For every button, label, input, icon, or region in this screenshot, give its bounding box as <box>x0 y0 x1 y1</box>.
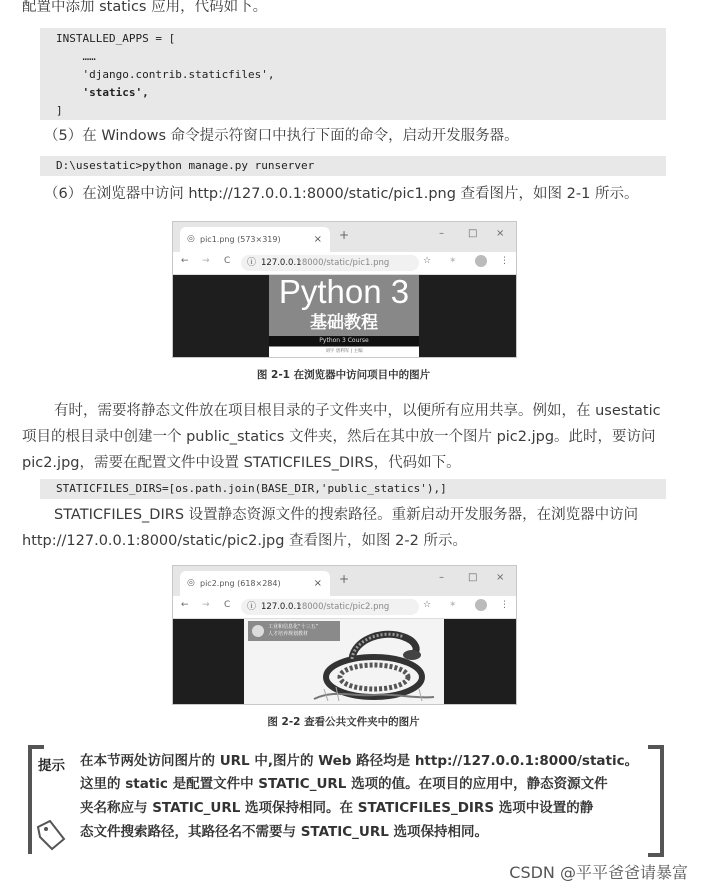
tag-icon <box>34 817 68 853</box>
menu-icon[interactable]: ⋮ <box>500 600 509 610</box>
code-line: INSTALLED_APPS = [ <box>56 32 176 45</box>
paragraph-line: 有时，需要将静态文件放在项目根目录的子文件夹中，以便所有应用共享。例如，在 usestatic <box>54 403 661 419</box>
tab-close-icon[interactable]: × <box>313 234 322 245</box>
forward-button[interactable]: → <box>202 600 210 610</box>
tip-line: 态文件搜索路径，其路径名不需要与 STATIC_URL 选项保持相同。 <box>80 824 489 840</box>
minimize-button[interactable]: – <box>439 572 444 583</box>
menu-icon[interactable]: ⋮ <box>500 256 509 266</box>
back-button[interactable]: ← <box>181 600 189 610</box>
star-icon[interactable]: ☆ <box>423 600 432 610</box>
browser-window-2 <box>172 565 517 705</box>
figure-caption-1: 图 2-1 在浏览器中访问项目中的图片 <box>256 369 431 381</box>
paragraph-line: STATICFILES_DIRS 设置静态资源文件的搜索路径。重新启动开发服务器，在浏览器中访问 <box>54 507 639 523</box>
code-line: …… <box>56 50 96 63</box>
tab-close-icon[interactable]: × <box>313 578 322 589</box>
minimize-button[interactable]: – <box>439 228 444 239</box>
book-subtitle: 基础教程 <box>310 313 378 333</box>
url-host: 127.0.0.1 <box>261 602 302 612</box>
bracket-right <box>648 745 664 857</box>
tip-label: 提示 <box>38 758 65 774</box>
url-field[interactable] <box>241 599 419 615</box>
step-6-text: （6）在浏览器中访问 http://127.0.0.1:8000/static/pic1.png 查看图片，如图 2-1 所示。 <box>44 186 639 202</box>
tip-line: 这里的 static 是配置文件中 STATIC_URL 选项的值。在项目的应用中，静态资源文件 <box>80 776 608 792</box>
code-block-installed-apps <box>40 28 666 120</box>
code-line: 'django.contrib.staticfiles', <box>56 68 275 81</box>
address-bar <box>173 596 516 619</box>
tip-line: 在本节两处访问图片的 URL 中,图片的 Web 路径均是 http://127.0.0.1:8000/static。 <box>80 753 639 769</box>
new-tab-button[interactable]: + <box>339 572 350 586</box>
paragraph-line: http://127.0.0.1:8000/static/pic2.jpg 查看图片，如图 2-2 所示。 <box>22 533 467 549</box>
paragraph-line: pic2.jpg，需要在配置文件中设置 STATICFILES_DIRS，代码如下。 <box>22 455 461 471</box>
snake-drawing <box>244 619 444 704</box>
url-path: :8000/static/pic1.png <box>299 258 390 268</box>
code-block-runserver: D:\usestatic>python manage.py runserver <box>40 156 666 176</box>
maximize-button[interactable]: □ <box>468 228 478 239</box>
info-icon: ⓘ <box>247 258 257 268</box>
info-icon: ⓘ <box>247 602 257 612</box>
code-line: 'statics', <box>56 86 149 99</box>
paragraph-line: 项目的根目录中创建一个 public_statics 文件夹，然后在其中放一个图片 pic2.jpg。此时，要访问 <box>22 429 656 445</box>
globe-icon: ◎ <box>187 234 195 244</box>
profile-icon[interactable] <box>475 599 487 611</box>
address-bar <box>173 252 516 275</box>
new-tab-button[interactable]: + <box>339 228 350 242</box>
book-cover-image <box>269 275 419 357</box>
code-line: ] <box>56 104 63 117</box>
globe-icon: ◎ <box>187 578 195 588</box>
tab-title: pic2.png (618×284) <box>200 579 281 588</box>
browser-window-1 <box>172 221 517 358</box>
url-path: :8000/static/pic2.png <box>299 602 390 612</box>
figure-caption-2: 图 2-2 查看公共文件夹中的图片 <box>267 716 420 728</box>
maximize-button[interactable]: □ <box>468 572 478 583</box>
csdn-watermark: CSDN @平平爸爸请暴富 <box>509 863 688 882</box>
snake-illustration-image <box>244 619 444 704</box>
forward-button[interactable]: → <box>202 256 210 266</box>
browser-tab[interactable] <box>180 571 330 596</box>
intro-text: 配置中添加 statics 应用，代码如下。 <box>22 0 268 15</box>
url-host: 127.0.0.1 <box>261 258 302 268</box>
tab-bar <box>173 566 516 596</box>
book-title: Python 3 <box>278 273 410 310</box>
url-field[interactable] <box>241 255 419 271</box>
window-close-button[interactable]: × <box>496 228 505 239</box>
tip-line: 夹名称应与 STATIC_URL 选项保持相同。在 STATICFILES_DIRS 选项中设置的静 <box>80 800 594 816</box>
reload-button[interactable]: C <box>224 600 231 610</box>
window-close-button[interactable]: × <box>496 572 505 583</box>
book-band: Python 3 Course <box>269 336 419 346</box>
image-viewport <box>173 275 516 357</box>
image-viewport <box>173 619 516 704</box>
banner-line-2: 人才培养规划教材 <box>268 631 309 637</box>
back-button[interactable]: ← <box>181 256 189 266</box>
extension-icon[interactable]: ✶ <box>449 600 457 610</box>
tab-title: pic1.png (573×319) <box>200 235 281 244</box>
extension-icon[interactable]: ✶ <box>449 256 457 266</box>
star-icon[interactable]: ☆ <box>423 256 432 266</box>
reload-button[interactable]: C <box>224 256 231 266</box>
browser-tab[interactable] <box>180 227 330 252</box>
step-5-text: （5）在 Windows 命令提示符窗口中执行下面的命令，启动开发服务器。 <box>44 128 519 144</box>
tab-bar <box>173 222 516 252</box>
book-authors: 刘宇 唐利军 | 主编 <box>269 347 419 357</box>
tip-box <box>28 745 664 855</box>
code-block-staticfiles-dirs: STATICFILES_DIRS=[os.path.join(BASE_DIR,'public_statics'),] <box>40 479 666 499</box>
profile-icon[interactable] <box>475 255 487 267</box>
banner-line-1: 工业和信息化“十三五” <box>268 624 319 630</box>
